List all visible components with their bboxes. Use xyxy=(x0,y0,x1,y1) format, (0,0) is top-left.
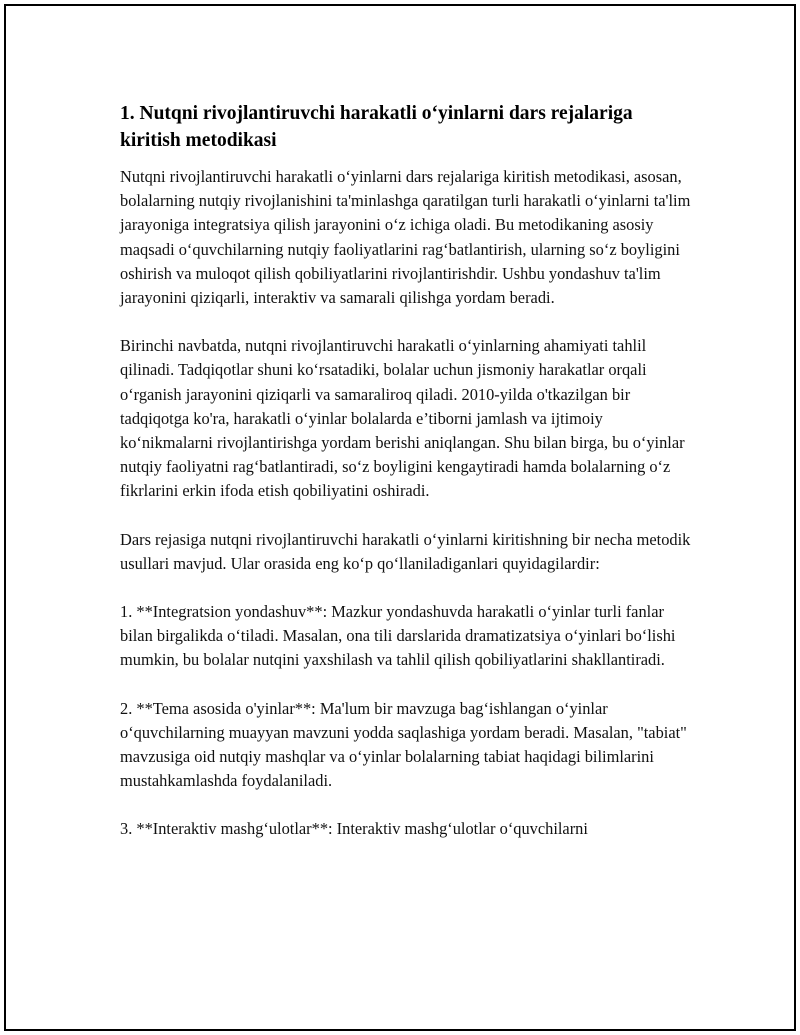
document-body xyxy=(120,100,696,866)
page-frame xyxy=(4,4,796,1031)
paragraph-intro: Nutqni rivojlantiruvchi harakatli o‘yinlarni dars rejalariga kiritish metodikasi, asosan, bolalarning nutqiy rivojlanishini ta'minlashga qaratilgan turli harakatli o‘yinlarni ta'lim jarayoniga integratsiya qilish jarayonini o‘z ichiga oladi. Bu metodikaning asosiy maqsadi o‘quvchilarning nutqiy faoliyatlarini rag‘batlantirish, ularning so‘z boyligini oshirish va muloqot qilish qobiliyatlarini rivojlantirishdir. Ushbu yondashuv ta'lim jarayonini qiziqarli, interaktiv va samarali qilishga yordam beradi. xyxy=(120,167,691,308)
section-heading: 1. Nutqni rivojlantiruvchi harakatli o‘yinlarni dars rejalariga kiritish metodikasi xyxy=(120,103,633,151)
list-item-theme-games: 2. **Tema asosida o'yinlar**: Ma'lum bir mavzuga bag‘ishlangan o‘yinlar o‘quvchilarning muayyan mavzuni yodda saqlashiga yordam beradi. Masalan, "tabiat" mavzusiga oid nutqiy mashqlar va o‘yinlar bolalarning tabiat haqidagi bilimlarini mustahkamlashda foydalaniladi. xyxy=(120,698,687,791)
paragraph-methods-intro: Dars rejasiga nutqni rivojlantiruvchi harakatli o‘yinlarni kiritishning bir necha metodik usullari mavjud. Ular orasida eng ko‘p qo‘llaniladiganlari quyidagilardir: xyxy=(120,529,691,573)
list-item-integration: 1. **Integratsion yondashuv**: Mazkur yondashuvda harakatli o‘yinlar turli fanlar bilan birgalikda o‘tiladi. Masalan, ona tili darslarida dramatizatsiya o‘yinlari bo‘lishi mumkin, bu bolalar nutqini yaxshilash va tahlil qilish qobiliyatlarini shakllantiradi. xyxy=(120,602,676,670)
paragraph-importance: Birinchi navbatda, nutqni rivojlantiruvchi harakatli o‘yinlarning ahamiyati tahlil qilinadi. Tadqiqotlar shuni ko‘rsatadiki, bolalar uchun jismoniy harakatlar orqali o‘rganish jarayonini qiziqarli va samaraliroq qiladi. 2010-yilda o'tkazilgan bir tadqiqotga ko'ra, harakatli o‘yinlar bolalarda e’tiborni jamlash va ijtimoiy ko‘nikmalarni rivojlantirishga yordam berishi aniqlangan. Shu bilan birga, bu o‘yinlar nutqiy faoliyatni rag‘batlantiradi, so‘z boyligini kengaytiradi hamda bolalarning o‘z fikrlarini erkin ifoda etish qobiliyatini oshiradi. xyxy=(120,336,685,501)
list-item-interactive: 3. **Interaktiv mashg‘ulotlar**: Interaktiv mashg‘ulotlar o‘quvchilarni xyxy=(120,819,588,839)
